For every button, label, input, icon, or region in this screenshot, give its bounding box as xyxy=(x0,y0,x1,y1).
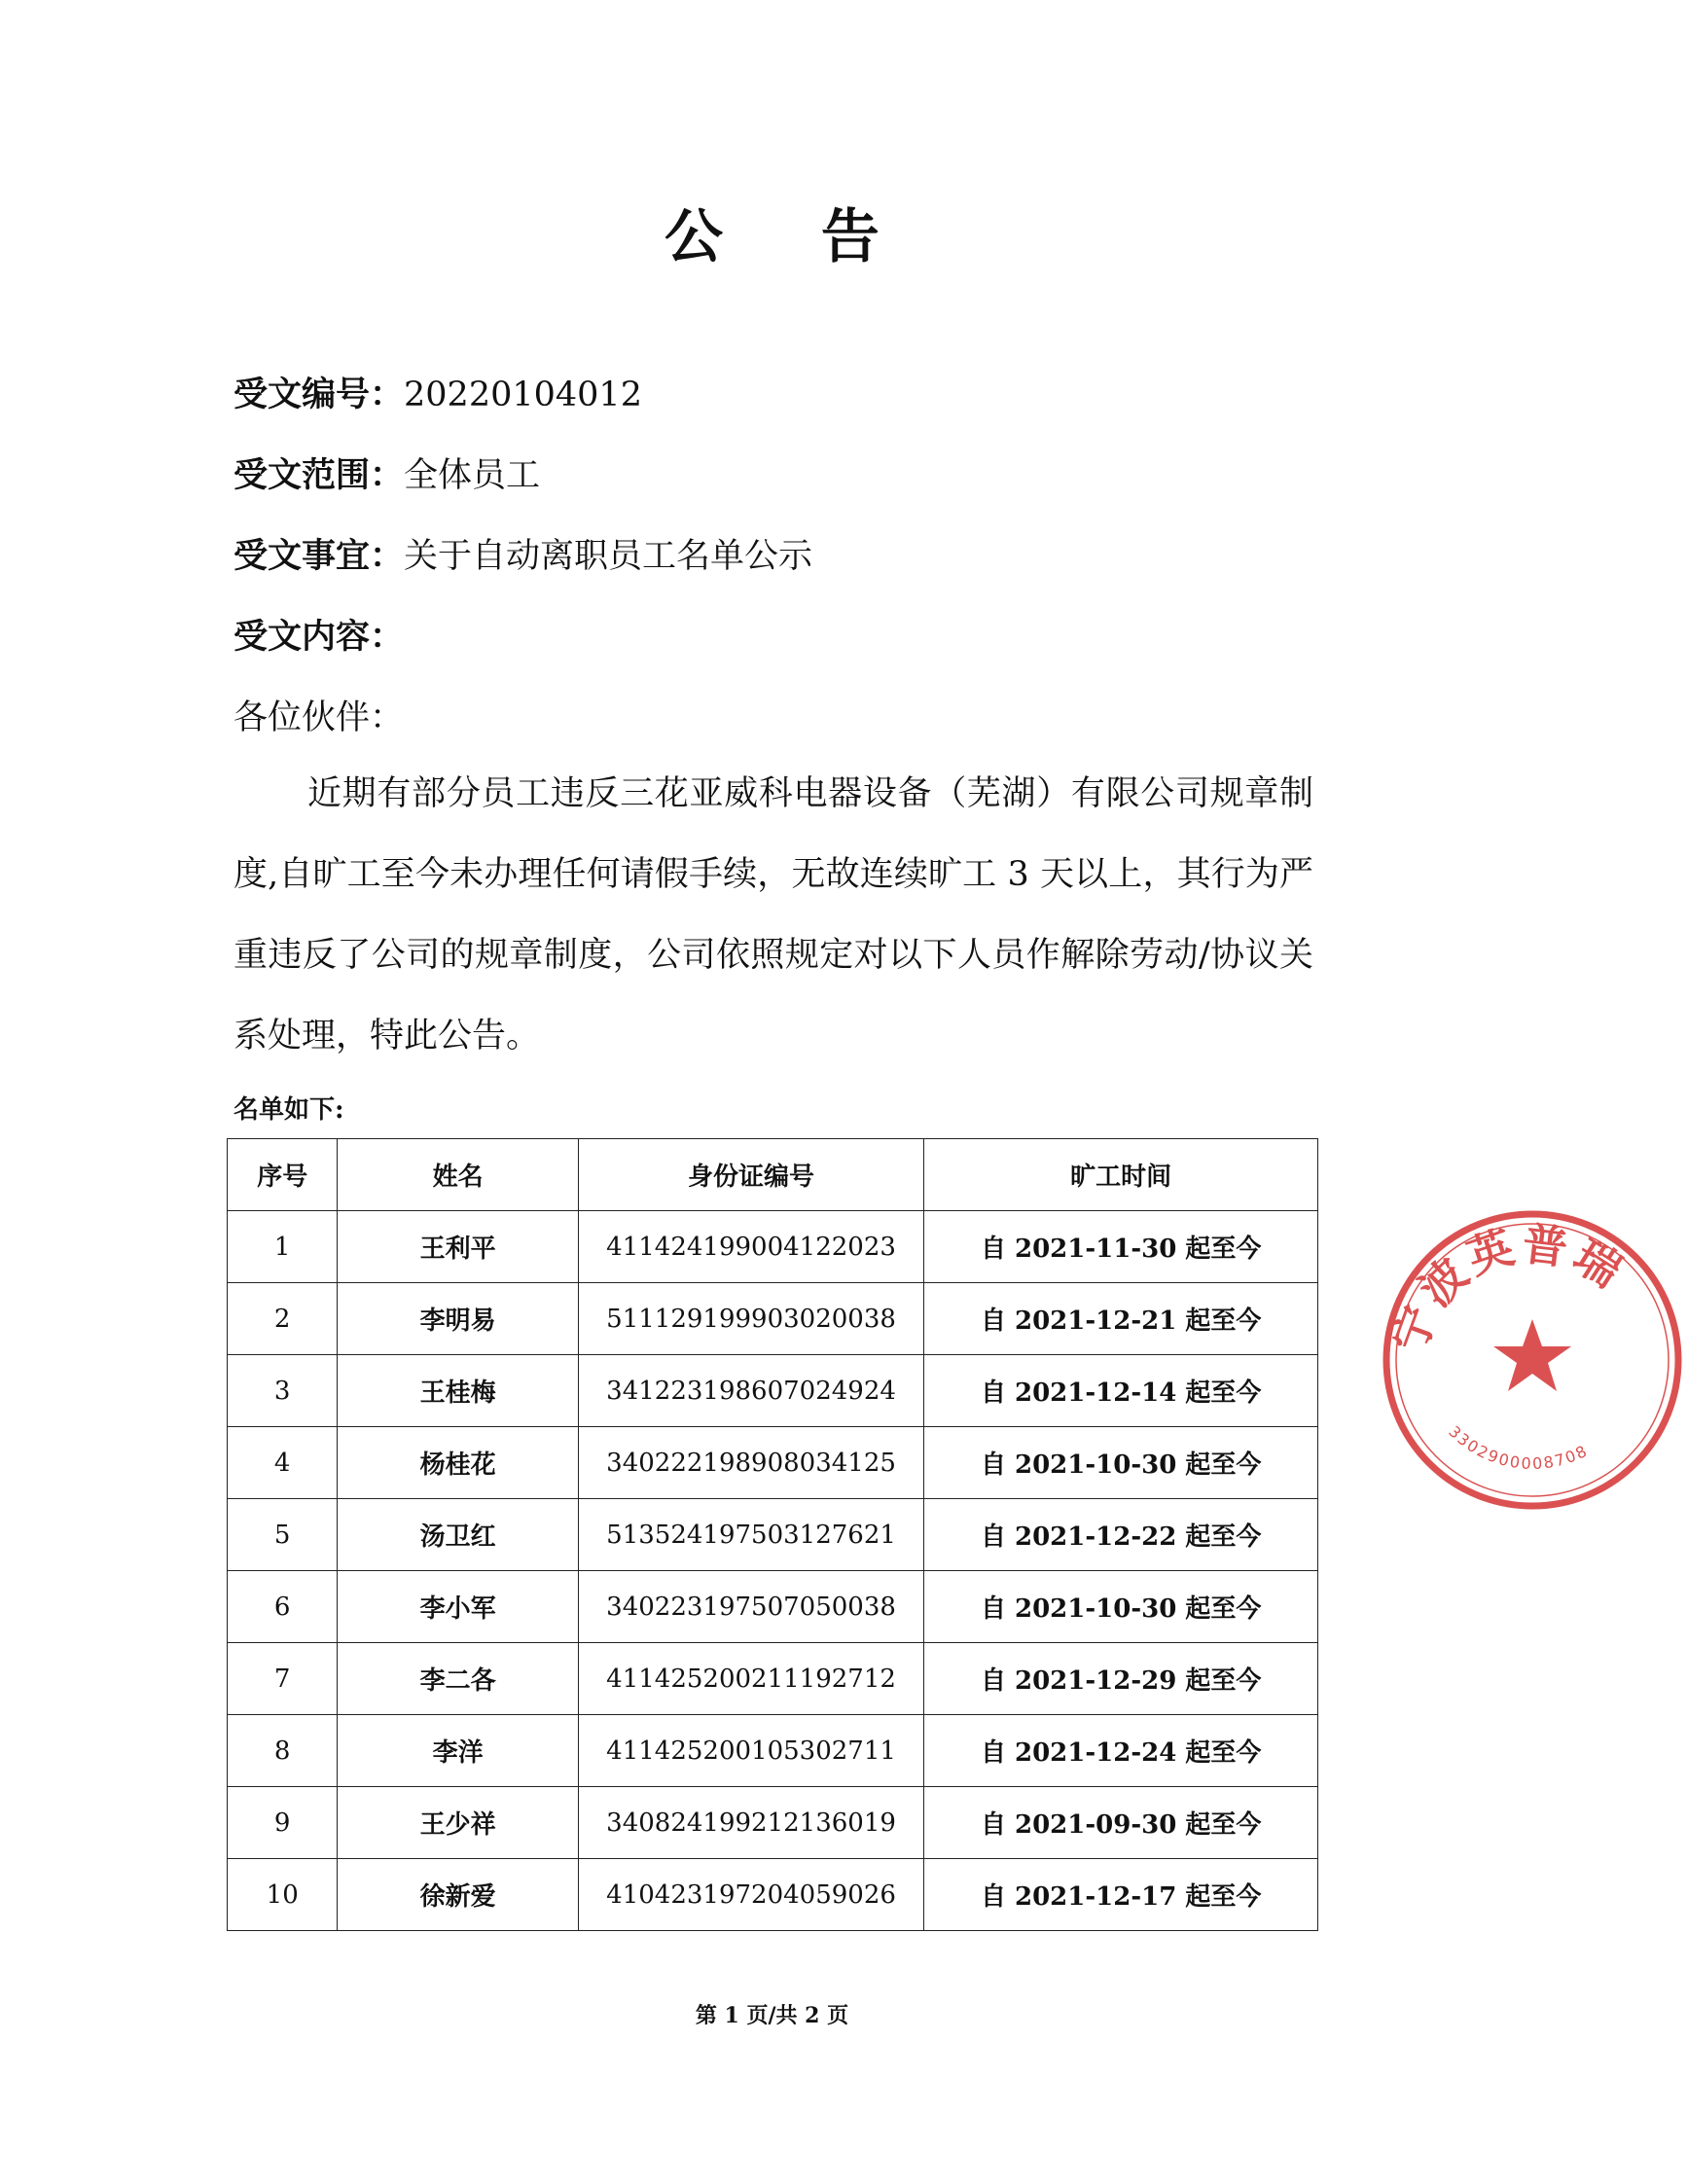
cell-absence-time: 自 2021-12-21 起至今 xyxy=(924,1283,1318,1355)
cell-id-number: 410423197204059026 xyxy=(578,1859,924,1931)
matter-label: 受文事宜： xyxy=(233,536,405,576)
cell-absence-time: 自 2021-12-24 起至今 xyxy=(924,1715,1318,1787)
doc-number-value: 20220104012 xyxy=(404,376,642,414)
cell-seq: 6 xyxy=(228,1571,338,1643)
table-row xyxy=(228,1643,1318,1715)
content-line xyxy=(233,610,404,659)
announcement-body: 近期有部分员工违反三花亚威科电器设备（芜湖）有限公司规章制度,自旷工至今未办理任何请假手续，无故连续旷工 3 天以上，其行为严重违反了公司的规章制度，公司依照规定对以下人员作解除劳动/协议关系处理，特此公告。 xyxy=(233,774,1313,1056)
header-absence-time: 旷工时间 xyxy=(924,1139,1318,1211)
matter-value: 关于自动离职员工名单公示 xyxy=(404,537,813,576)
cell-absence-time: 自 2021-12-17 起至今 xyxy=(924,1859,1318,1931)
cell-id-number: 513524197503127621 xyxy=(578,1499,924,1571)
cell-seq: 10 xyxy=(228,1859,338,1931)
cell-seq: 9 xyxy=(228,1787,338,1859)
seal-number-path: 3302900008708 xyxy=(1445,1421,1592,1474)
cell-name: 王利平 xyxy=(338,1211,578,1283)
cell-absence-time: 自 2021-10-30 起至今 xyxy=(924,1427,1318,1499)
cell-absence-time: 自 2021-12-14 起至今 xyxy=(924,1355,1318,1427)
scope-label: 受文范围： xyxy=(233,455,405,495)
page-footer: 第 1 页/共 2 页 xyxy=(695,2003,849,2028)
cell-id-number: 411425200105302711 xyxy=(578,1715,924,1787)
doc-number-line xyxy=(233,368,642,416)
cell-name: 李小军 xyxy=(338,1571,578,1643)
matter-line xyxy=(233,529,812,578)
cell-seq: 2 xyxy=(228,1283,338,1355)
header-seq: 序号 xyxy=(228,1139,338,1211)
table-row xyxy=(228,1499,1318,1571)
cell-id-number: 411425200211192712 xyxy=(578,1643,924,1715)
content-label: 受文内容： xyxy=(233,617,405,657)
cell-id-number: 340223197507050038 xyxy=(578,1571,924,1643)
seal-text xyxy=(1383,1217,1634,1359)
cell-id-number: 341223198607024924 xyxy=(578,1355,924,1427)
cell-seq: 3 xyxy=(228,1355,338,1427)
cell-name: 李明易 xyxy=(338,1283,578,1355)
cell-name: 李洋 xyxy=(338,1715,578,1787)
cell-name: 李二各 xyxy=(338,1643,578,1715)
seal-number xyxy=(1445,1422,1591,1473)
cell-seq: 7 xyxy=(228,1643,338,1715)
header-name: 姓名 xyxy=(338,1139,578,1211)
doc-number-label: 受文编号： xyxy=(233,375,405,414)
cell-absence-time: 自 2021-11-30 起至今 xyxy=(924,1211,1318,1283)
cell-name: 王桂梅 xyxy=(338,1355,578,1427)
cell-absence-time: 自 2021-12-22 起至今 xyxy=(924,1499,1318,1571)
company-seal-stamp xyxy=(1377,1204,1688,1516)
seal-text-path: 宁波英普瑞 xyxy=(1382,1217,1634,1359)
table-row xyxy=(228,1571,1318,1643)
list-title: 名单如下: xyxy=(233,1095,344,1125)
cell-id-number: 340824199212136019 xyxy=(578,1787,924,1859)
table-row xyxy=(228,1211,1318,1283)
cell-name: 王少祥 xyxy=(338,1787,578,1859)
table-row xyxy=(228,1715,1318,1787)
cell-seq: 4 xyxy=(228,1427,338,1499)
table-row xyxy=(228,1355,1318,1427)
cell-seq: 1 xyxy=(228,1211,338,1283)
greeting: 各位伙伴： xyxy=(233,698,405,737)
page-title: 公 告 xyxy=(664,203,918,271)
cell-absence-time: 自 2021-10-30 起至今 xyxy=(924,1571,1318,1643)
cell-seq: 8 xyxy=(228,1715,338,1787)
table-row xyxy=(228,1787,1318,1859)
table-row xyxy=(228,1283,1318,1355)
table-row xyxy=(228,1859,1318,1931)
cell-id-number: 411424199004122023 xyxy=(578,1211,924,1283)
cell-name: 徐新爱 xyxy=(338,1859,578,1931)
scope-line xyxy=(233,448,540,497)
cell-absence-time: 自 2021-09-30 起至今 xyxy=(924,1787,1318,1859)
cell-name: 杨桂花 xyxy=(338,1427,578,1499)
scope-value: 全体员工 xyxy=(404,456,541,495)
cell-seq: 5 xyxy=(228,1499,338,1571)
cell-id-number: 340222198908034125 xyxy=(578,1427,924,1499)
seal-star-icon xyxy=(1493,1319,1571,1391)
cell-id-number: 511129199903020038 xyxy=(578,1283,924,1355)
cell-absence-time: 自 2021-12-29 起至今 xyxy=(924,1643,1318,1715)
header-id-number: 身份证编号 xyxy=(578,1139,924,1211)
employee-table xyxy=(227,1138,1318,1931)
table-header-row xyxy=(228,1139,1318,1211)
cell-name: 汤卫红 xyxy=(338,1499,578,1571)
table-row xyxy=(228,1427,1318,1499)
